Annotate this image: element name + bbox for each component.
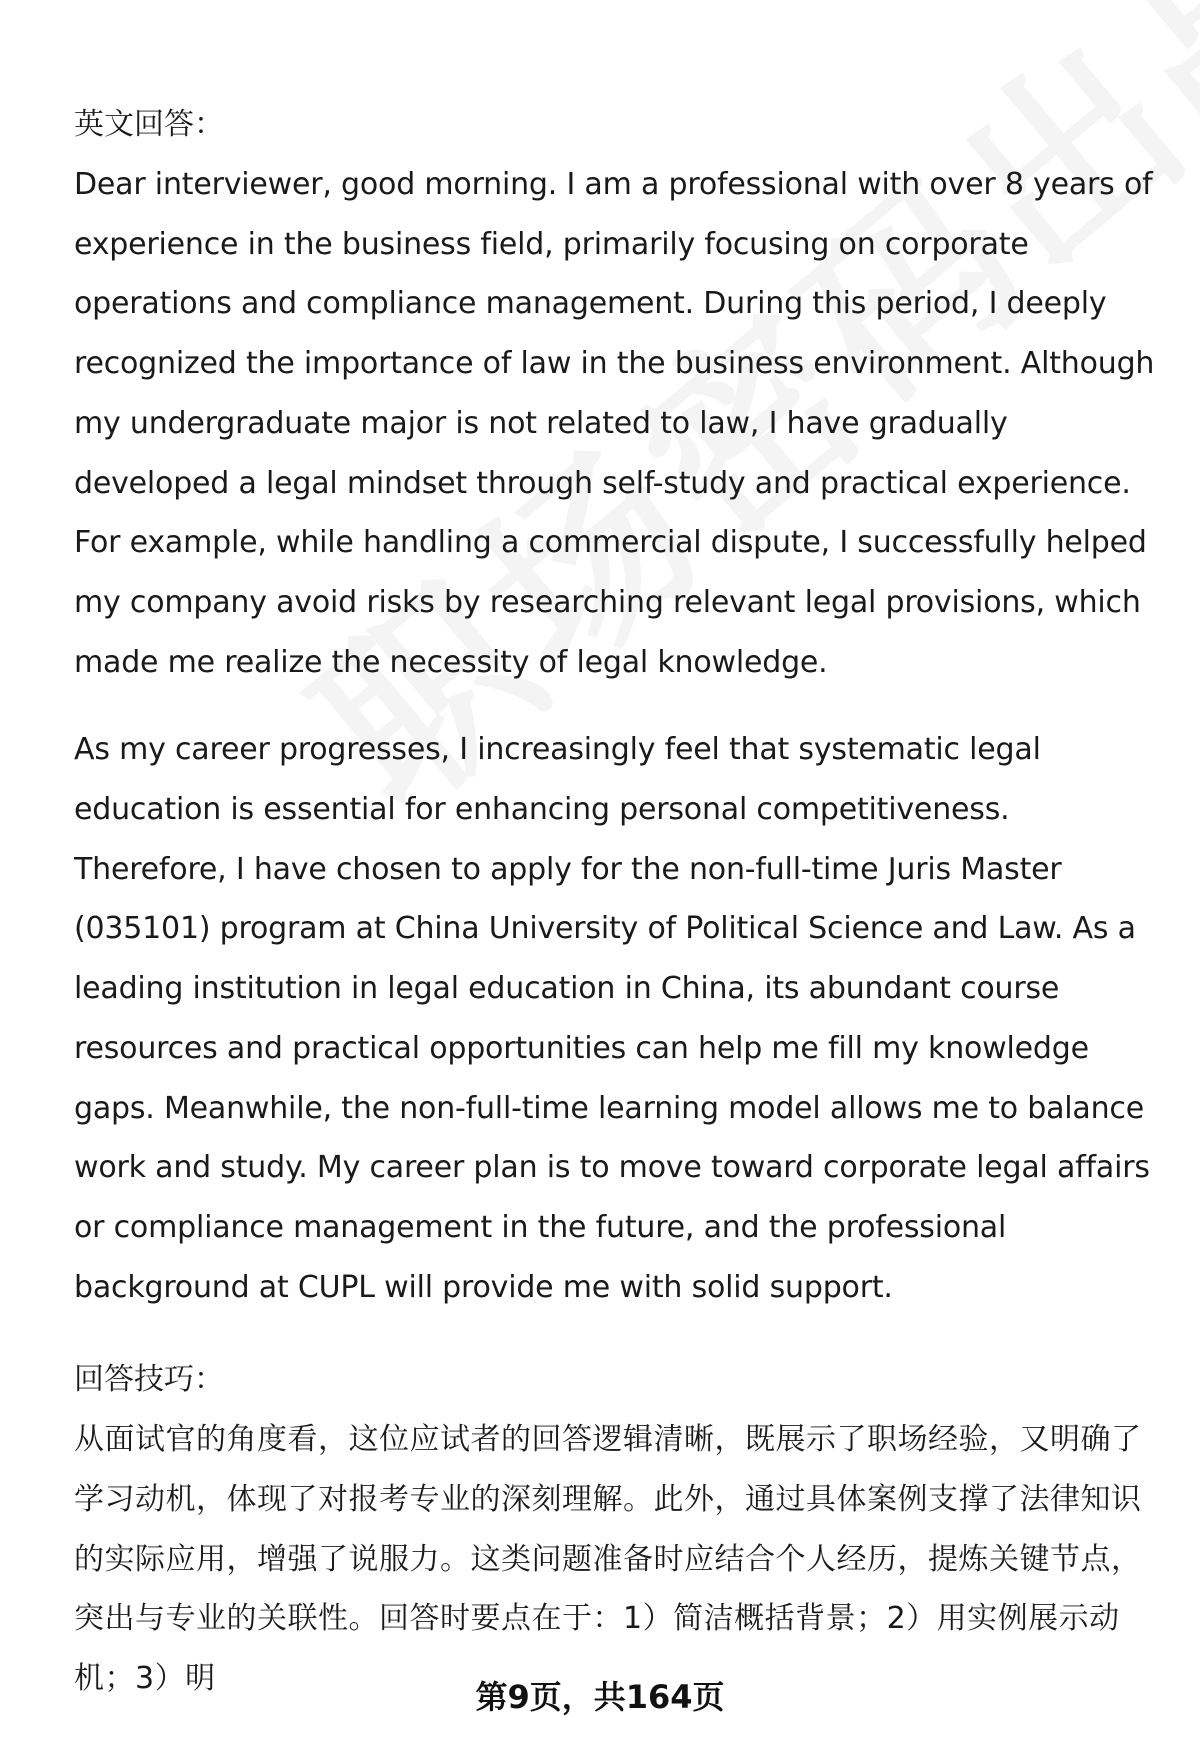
- page-number-footer: 第9页，共164页: [475, 1678, 725, 1716]
- english-answer-paragraph-1: Dear interviewer, good morning. I am a professional with over 8 years of experience in the business field, primarily focusing on corporate operations and compliance management. During this period, I deeply recognized the importance of law in the business environment. Although my undergraduate major is not related to law, I have gradually developed a legal mindset through self-study and practical experience. For example, while handling a commercial dispute, I successfully helped my company avoid risks by researching relevant legal provisions, which made me realize the necessity of legal knowledge.: [74, 167, 1155, 680]
- page-content: [74, 95, 1164, 1709]
- english-answer-label: 英文回答：: [74, 107, 224, 142]
- tips-text: 从面试官的角度看，这位应试者的回答逻辑清晰，既展示了职场经验，又明确了学习动机，体现了对报考专业的深刻理解。此外，通过具体案例支撑了法律知识的实际应用，增强了说服力。这类问题准备时应结合个人经历，提炼关键节点，突出与专业的关联性。回答时要点在于：1）简洁概括背景；2）用实例展示动机；3）明: [74, 1422, 1142, 1697]
- tips-label: 回答技巧：: [74, 1362, 224, 1398]
- english-answer-paragraph-2: As my career progresses, I increasingly feel that systematic legal education is essential for enhancing personal competitiveness. Therefore, I have chosen to apply for the non-full-time Juris Master (035101) program at China University of Political Science and Law. As a leading institution in legal education in China, its abundant course resources and practical opportunities can help me fill my knowledge gaps. Meanwhile, the non-full-time learning model allows me to balance work and study. My career plan is to move toward corporate legal affairs or compliance management in the future, and the professional background at CUPL will provide me with solid support.: [74, 732, 1150, 1305]
